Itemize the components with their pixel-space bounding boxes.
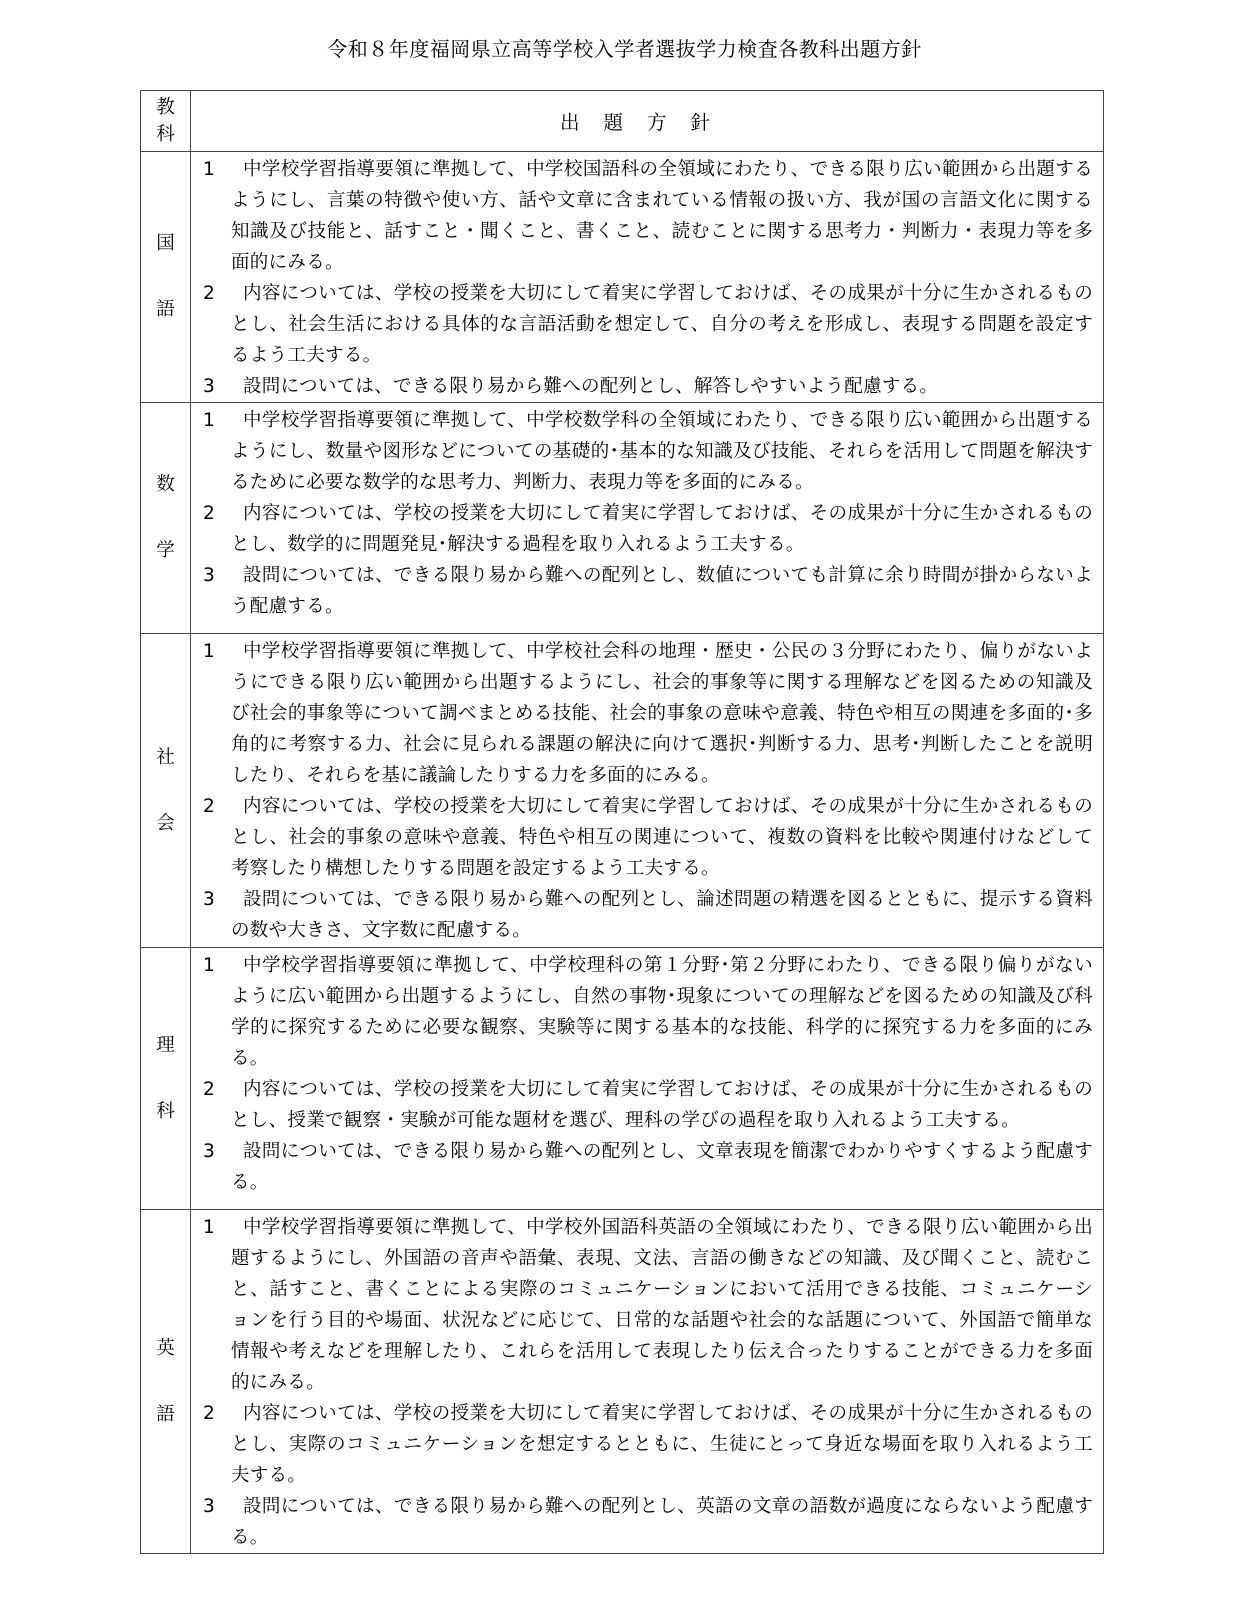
subject-name: 理科: [141, 948, 191, 1210]
policy-item: 1 中学校学習指導要領に準拠して、中学校社会科の地理・歴史・公民の３分野にわたり、偏りがないようにできる限り広い範囲から出題するようにし、社会的事象等に関する理解などを図るための知識及び社会的事象等について調べまとめる技能、社会的事象の意味や意義、特色や相互の関連を多面的･多角的に考察する力、社会に見られる課題の解決に向けて選択･判断する力、思考･判断したことを説明したり、それらを基に議論したりする力を多面的にみる。: [203, 641, 1093, 786]
policy-item: 3 設問については、できる限り易から難への配列とし、論述問題の精選を図るとともに、提示する資料の数や大きさ、文字数に配慮する。: [203, 889, 1093, 941]
policy-item: 1 中学校学習指導要領に準拠して、中学校数学科の全領域にわたり、できる限り広い範囲から出題するようにし、数量や図形などについての基礎的･基本的な知識及び技能、それらを活用して問題を解決するために必要な数学的な思考力、判断力、表現力等を多面的にみる。: [203, 410, 1093, 493]
policy-item: 1 中学校学習指導要領に準拠して、中学校国語科の全領域にわたり、できる限り広い範囲から出題するようにし、言葉の特徴や使い方、話や文章に含まれている情報の扱い方、我が国の言語文化に関する知識及び技能と、話すこと・聞くこと、書くこと、読むことに関する思考力・判断力・表現力等を多面的にみる。: [203, 159, 1093, 273]
header-policy: 出題方針: [191, 91, 1104, 152]
policy-item: 2 内容については、学校の授業を大切にして着実に学習しておけば、その成果が十分に生かされるものとし、社会生活における具体的な言語活動を想定して、自分の考えを形成し、表現する問題を設定するよう工夫する。: [203, 283, 1093, 366]
subject-name: 社会: [141, 634, 191, 948]
policy-items: [191, 403, 1104, 634]
policy-item: 1 中学校学習指導要領に準拠して、中学校外国語科英語の全領域にわたり、できる限り広い範囲から出題するようにし、外国語の音声や語彙、表現、文法、言語の働きなどの知識、及び聞くこと、読むこと、話すこと、書くことによる実際のコミュニケーションにおいて活用できる技能、コミュニケーションを行う目的や場面、状況などに応じて、日常的な話題や社会的な話題について、外国語で簡単な情報や考えなどを理解したり、これらを活用して表現したり伝え合ったりすることができる力を多面的にみる。: [203, 1217, 1093, 1393]
policy-item: 3 設問については、できる限り易から難への配列とし、文章表現を簡潔でわかりやすくするよう配慮する。: [203, 1141, 1093, 1193]
policy-items: [191, 152, 1104, 403]
policy-item: 3 設問については、できる限り易から難への配列とし、数値についても計算に余り時間が掛からないよう配慮する。: [203, 565, 1093, 617]
subject-row-kokugo: [141, 152, 1104, 403]
table-header-row: [141, 91, 1104, 152]
header-subject: 教科: [141, 91, 191, 152]
policy-items: [191, 634, 1104, 948]
subject-row-shakai: [141, 634, 1104, 948]
policy-item: 1 中学校学習指導要領に準拠して、中学校理科の第１分野･第２分野にわたり、できる限り偏りがないように広い範囲から出題するようにし、自然の事物･現象についての理解などを図るための知識及び科学的に探究するために必要な観察、実験等に関する基本的な技能、科学的に探究する力を多面的にみる。: [203, 955, 1093, 1069]
subject-row-eigo: [141, 1210, 1104, 1554]
policy-item: 3 設問については、できる限り易から難への配列とし、解答しやすいよう配慮する。: [203, 376, 939, 397]
policy-item: 2 内容については、学校の授業を大切にして着実に学習しておけば、その成果が十分に生かされるものとし、実際のコミュニケーションを想定するとともに、生徒にとって身近な場面を取り入れるよう工夫する。: [203, 1403, 1093, 1486]
policy-items: [191, 948, 1104, 1210]
subject-name: 国語: [141, 152, 191, 403]
policy-table: [140, 90, 1104, 1554]
document-title: 令和８年度福岡県立高等学校入学者選抜学力検査各教科出題方針: [327, 37, 922, 61]
subject-name: 英語: [141, 1210, 191, 1554]
subject-row-rika: [141, 948, 1104, 1210]
policy-item: 2 内容については、学校の授業を大切にして着実に学習しておけば、その成果が十分に生かされるものとし、社会的事象の意味や意義、特色や相互の関連について、複数の資料を比較や関連付けなどして考察したり構想したりする問題を設定するよう工夫する。: [203, 796, 1093, 879]
policy-item: 3 設問については、できる限り易から難への配列とし、英語の文章の語数が過度にならないよう配慮する。: [203, 1496, 1093, 1548]
subject-name: 数学: [141, 403, 191, 634]
policy-item: 2 内容については、学校の授業を大切にして着実に学習しておけば、その成果が十分に生かされるものとし、授業で観察・実験が可能な題材を選び、理科の学びの過程を取り入れるよう工夫する。: [203, 1079, 1093, 1131]
subject-row-sugaku: [141, 403, 1104, 634]
policy-item: 2 内容については、学校の授業を大切にして着実に学習しておけば、その成果が十分に生かされるものとし、数学的に問題発見･解決する過程を取り入れるよう工夫する。: [203, 503, 1093, 555]
policy-items: [191, 1210, 1104, 1554]
